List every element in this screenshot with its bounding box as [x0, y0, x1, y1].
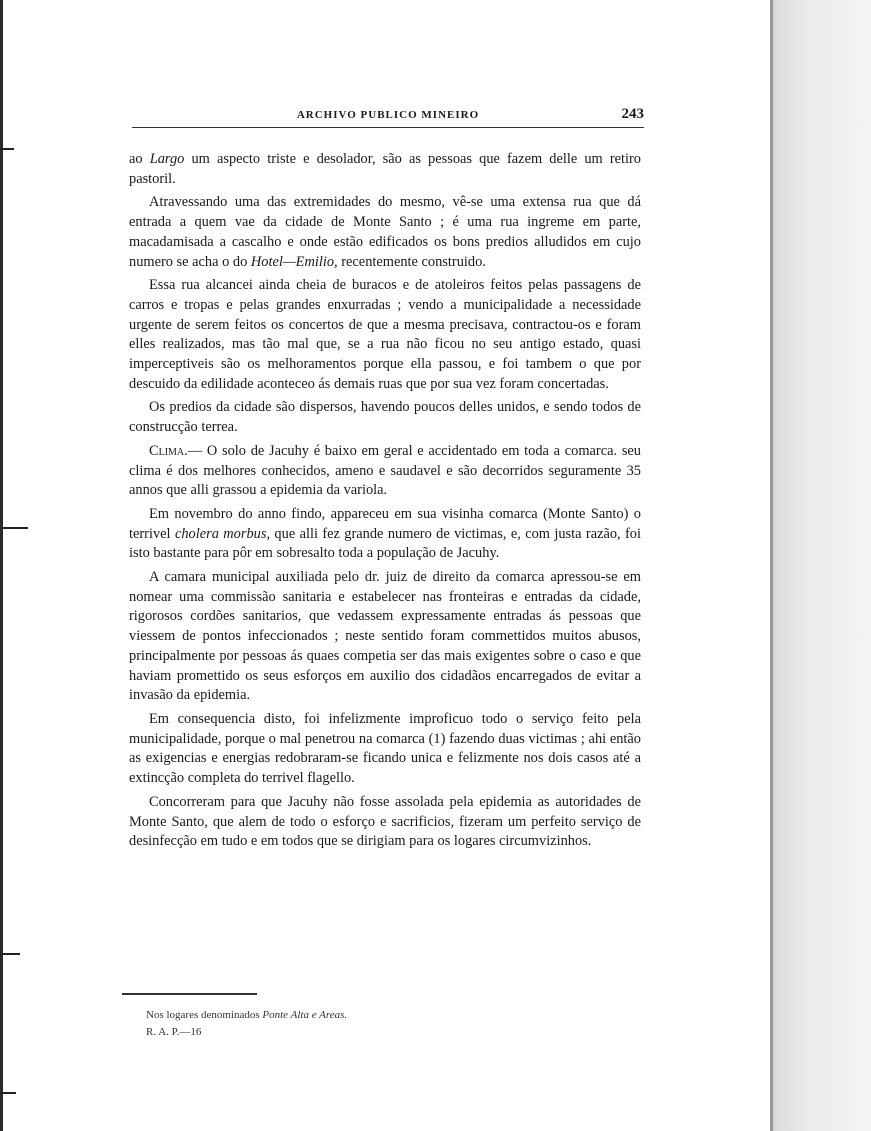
edge-mark	[0, 148, 14, 150]
footnote-place-names: Ponte Alta e Areas.	[262, 1009, 348, 1021]
text-run: que alli fez grande numero de victimas, e, com justa razão, foi isto bastante para pôr em sobresalto toda a população de Jacuhy.	[129, 525, 642, 562]
signature-mark: R. A. P.—16	[146, 1026, 202, 1038]
text-run: Os predios da cidade são dispersos, havendo poucos delles unidos, e sendo todos de construcção terrea.	[129, 399, 641, 436]
text-run: Atravessando uma das extremidades do mesmo, vê-se uma extensa rua que dá entrada a quem vae da cidade de Monte Santo ; é uma rua ingreme em parte, macadamisada a cascalho e onde estão edificados os bons predios alludidos em cujo numero se acha o do	[129, 194, 641, 270]
text-run: Em consequencia disto, foi infelizmente improficuo todo o serviço feito pela municipalidade, porque o mal penetrou na comarca (1) fazendo duas victimas ; ahi então as exigencias e energias redobraram-se ficando unica e felizmente nos dois casos até a extincção completa do terrivel flagello.	[129, 710, 641, 787]
edge-mark	[0, 953, 20, 955]
text-run: um aspecto triste e desolador, são as pessoas que fazem delle um retiro pastoril.	[129, 151, 641, 187]
paragraph	[129, 710, 641, 789]
page-right-shadow	[770, 0, 871, 1131]
section-label: Clima	[149, 442, 185, 459]
text-run: Essa rua alcancei ainda cheia de buracos e de atoleiros feitos pelas passagens de carros e tropas e pelas grandes enxurradas ; vendo a municipalidade a necessidade urgente de serem feitos os concertos de que a mesma precisava, contractou-os e foram elles realizados, mas tão mal que, se a rua não ficou no seu antigo estado, quasi imperceptiveis são os melhoramentos porque ella passou, e foi tambem o que por descuido da edilidade aconteceo ás demais ruas que por sua vez foram concertadas.	[129, 277, 641, 392]
paragraph	[129, 276, 641, 394]
page-header	[132, 106, 644, 126]
text-run: Concorreram para que Jacuhy não fosse assolada pela epidemia as autoridades de Monte Santo, que alem de todo o esforço e sacrificios, fizeram um perfeito serviço de desinfecção em tudo e em todos que se dirigiam para os logares circumvizinhos.	[129, 793, 641, 850]
header-rule	[132, 127, 644, 128]
edge-mark	[0, 527, 28, 529]
footnote	[146, 1006, 546, 1025]
footnote-text: Nos logares denominados	[146, 1009, 263, 1021]
text-run: A camara municipal auxiliada pelo dr. juiz de direito da comarca apressou-se em nomear uma commissão sanitaria e estabelecer nas fronteiras e entradas da cidade, rigorosos cordões sanitarios, que vedassem expressamente entradas ás pessoas que viessem de pontos infeccionados ; neste sentido foram commettidos muitos abusos, principalmente por pessoas ás quaes competia ser das mais exigentes sobre o caso e que haviam promettido os seus esforços em auxilio dos cidadãos encarregados de evitar a invasão da epidemia.	[129, 569, 641, 704]
text-run: .— O solo de Jacuhy é baixo em geral e accidentado em toda a comarca. seu clima é dos melhores conhecidos, ameno e saudavel e são decorridos seguramente 35 annos que alli grassou a epidemia da variola.	[129, 442, 641, 499]
edge-mark	[0, 1092, 16, 1094]
page-left-edge	[0, 0, 3, 1131]
paragraph	[129, 398, 641, 437]
text-run: Em novembro do anno findo, appareceu em sua visinha comarca (Monte Santo) o terrivel	[129, 505, 641, 542]
paragraph	[129, 150, 641, 189]
paragraph	[129, 793, 641, 852]
paragraph	[129, 442, 641, 501]
running-head: ARCHIVO PUBLICO MINEIRO	[296, 109, 480, 121]
text-run: ao	[129, 151, 150, 167]
paragraph	[129, 568, 641, 706]
italic-run: cholera morbus,	[174, 525, 271, 542]
italic-run: Largo	[149, 151, 185, 167]
paragraph	[129, 193, 641, 272]
footnote-rule	[122, 993, 257, 995]
italic-run: Hotel—Emilio,	[250, 253, 338, 270]
page-number: 243	[621, 106, 644, 122]
body-text	[129, 150, 641, 856]
paragraph	[129, 505, 641, 564]
text-run: recentemente construido.	[337, 253, 486, 270]
